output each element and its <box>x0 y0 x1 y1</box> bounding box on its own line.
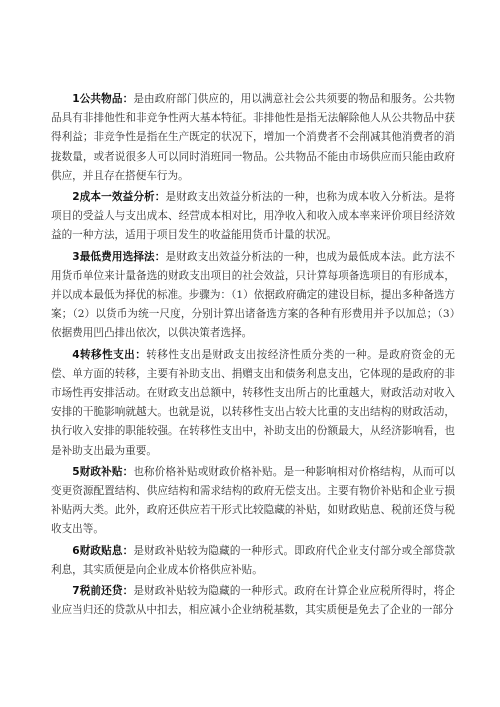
entry-pretax-loan-repayment <box>51 582 455 620</box>
entry-transfer-expenditure <box>51 346 455 461</box>
entry-text: 是由政府部门供应的，用以满意社会公共须要的物品和服务。公共物品具有非排他性和非竞争性两大基本特征。非排他性是指无法解除他人从公共物品中获得利益；非竞争性是指在生产既定的状况下，增加一个消费者不会削减其他消费者的消拢数量，或者说很多人可以同时消班同一物品。公共物品不能由市场供应而只能由政府供应，并且存在搭便车行为。 <box>51 93 455 182</box>
document-body <box>51 90 455 622</box>
entry-lowest-cost-method <box>51 248 455 344</box>
entry-text: 是财政支出效益分析法的一种，也成为最低成本法。此方法不用货币单位来计量备选的财政支出项目的社会效益，只计算每项备选项目的有形成本，并以成本最低为择优的标准。步骤为：（1）依据政府确定的建设目标，提出多种备选方案；（2）以货币为统一尺度，分别计算出诸备选方案的各种有形费用并予以加总；（3）依据费用凹凸排出依次，以供决策者选择。 <box>51 250 456 340</box>
entry-text: 也称价格补贴或财政价格补贴。是一种影响相对价格结构，从而可以变更资源配置结构、供应结构和需求结构的政府无偿支出。主要有物价补贴和企业亏损补贴两大类。此外，政府还供应若干形式比较隐藏的补贴，如财政贴息、税前还贷与税收支出等。 <box>51 465 455 536</box>
entry-cost-benefit-analysis <box>51 188 455 246</box>
entry-fiscal-subsidy <box>51 463 455 540</box>
entry-term: 3最低费用选择法： <box>72 250 166 263</box>
entry-term: 4转移性支出： <box>72 348 147 361</box>
entry-text: 转移性支出是财政支出按经济性质分类的一种。是政府资金的无偿、单方面的转移，主要有补助支出、捐赠支出和债务利息支出，它体现的是政府的非市场性再安排活动。在财政支出总额中，转移性支出所占的比重越大，财政活动对收入安排的干脆影响就越大。也就是说，以转移性支出占较大比重的支出结构的财政活动，执行收入安排的职能较强。在转移性支出中，补助支出的份额最大，从经济影响看，也是补助支出最为重要。 <box>51 348 455 457</box>
entry-text: 是财政支出效益分析法的一种，也称为成本收入分析法。是将项目的受益人与支出成本、经营成本相对比，用净收入和收入成本率来评价项目经济效益的一种方法，适用于项目发生的收益能用货币计量的状况。 <box>51 191 456 242</box>
entry-text: 是财政补贴较为隐藏的一种形式。政府在计算企业应税所得时，将企业应当归还的贷款从中扣去，相应减小企业纳税基数，其实质便是免去了企业的一部分 <box>51 585 455 617</box>
entry-text: 是财政补贴较为隐藏的一种形式。即政府代企业支付部分或全部贷款利息，其实质便是向企业成本价格供应补贴。 <box>51 544 455 576</box>
entry-term: 7税前还贷： <box>72 585 134 598</box>
entry-term: 2成本一效益分析： <box>72 191 166 204</box>
entry-public-goods <box>51 90 455 186</box>
entry-term: 1公共物品： <box>72 93 134 105</box>
entry-term: 6财政贴息： <box>72 544 134 557</box>
entry-interest-subsidy <box>51 542 455 580</box>
entry-term: 5财政补贴： <box>72 465 134 478</box>
